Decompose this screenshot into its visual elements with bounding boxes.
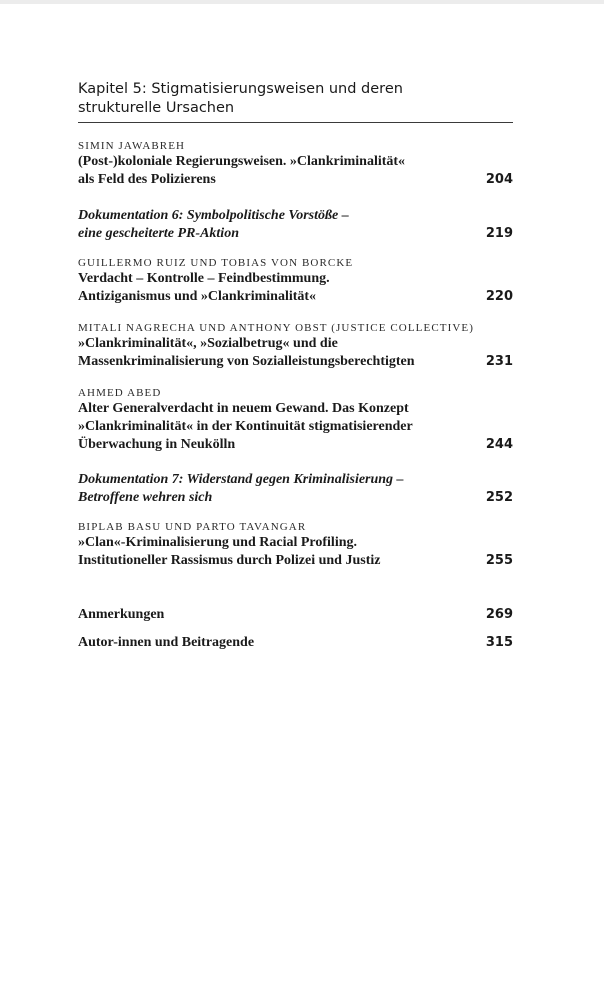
entry-title-line: Institutioneller Rassismus durch Polizei und Justiz	[78, 553, 381, 568]
toc-entry-authors[interactable]	[78, 634, 513, 652]
entry-page-number: 255	[485, 553, 513, 568]
entry-title-line: Dokumentation 6: Symbolpolitische Vorstöße –	[78, 208, 349, 223]
entry-page-number: 219	[485, 226, 513, 241]
toc-entry[interactable]	[78, 207, 513, 243]
entry-title-line: (Post-)koloniale Regierungsweisen. »Clankriminalität«	[78, 154, 406, 169]
chapter-heading	[78, 80, 513, 123]
entry-title-line: »Clankriminalität«, »Sozialbetrug« und die	[78, 336, 338, 351]
entry-page-number: 269	[485, 607, 513, 622]
entry-title-line: »Clan«-Kriminalisierung und Racial Profiling.	[78, 535, 357, 550]
entry-authors: AHMED ABED	[78, 387, 162, 399]
entry-page-number: 252	[485, 490, 513, 505]
chapter-heading-line: strukturelle Ursachen	[78, 100, 235, 116]
entry-page-number: 220	[485, 289, 513, 304]
entry-title-line: Autor-innen und Beitragende	[78, 635, 255, 650]
entry-title-line: Massenkriminalisierung von Sozialleistungsberechtigten	[78, 354, 415, 369]
page-top-edge	[0, 0, 604, 4]
entry-page-number: 231	[485, 354, 513, 369]
entry-title-line: Überwachung in Neukölln	[78, 437, 236, 452]
chapter-heading-line: Kapitel 5: Stigmatisierungsweisen und deren	[78, 81, 403, 97]
entry-title-line: als Feld des Polizierens	[78, 172, 216, 187]
entry-authors: SIMIN JAWABREH	[78, 140, 186, 152]
toc-entry-notes[interactable]	[78, 606, 513, 624]
entry-page-number: 204	[485, 172, 513, 187]
toc-entry[interactable]	[78, 139, 513, 189]
entry-page-number: 315	[485, 635, 513, 650]
entry-title-line: Verdacht – Kontrolle – Feindbestimmung.	[78, 271, 330, 286]
toc-entry[interactable]	[78, 520, 513, 570]
entry-title-line: Dokumentation 7: Widerstand gegen Kriminalisierung –	[78, 472, 404, 487]
entry-title-line: eine gescheiterte PR-Aktion	[78, 226, 239, 241]
toc-entry[interactable]	[78, 321, 513, 371]
entry-authors: MITALI NAGRECHA UND ANTHONY OBST (JUSTICE COLLECTIVE)	[78, 322, 474, 334]
table-of-contents-page	[78, 80, 513, 652]
toc-entry[interactable]	[78, 471, 513, 507]
entry-title-line: »Clankriminalität« in der Kontinuität stigmatisierender	[78, 419, 413, 434]
entry-authors: BIPLAB BASU UND PARTO TAVANGAR	[78, 521, 307, 533]
entry-title-line: Anmerkungen	[78, 607, 165, 622]
entry-title-line: Betroffene wehren sich	[78, 490, 213, 505]
toc-entry[interactable]	[78, 256, 513, 306]
entry-authors: GUILLERMO RUIZ UND TOBIAS VON BORCKE	[78, 257, 354, 269]
toc-entry[interactable]	[78, 386, 513, 454]
entry-title-line: Antiziganismus und »Clankriminalität«	[78, 289, 317, 304]
entry-page-number: 244	[485, 437, 513, 452]
entry-title-line: Alter Generalverdacht in neuem Gewand. Das Konzept	[78, 401, 409, 416]
